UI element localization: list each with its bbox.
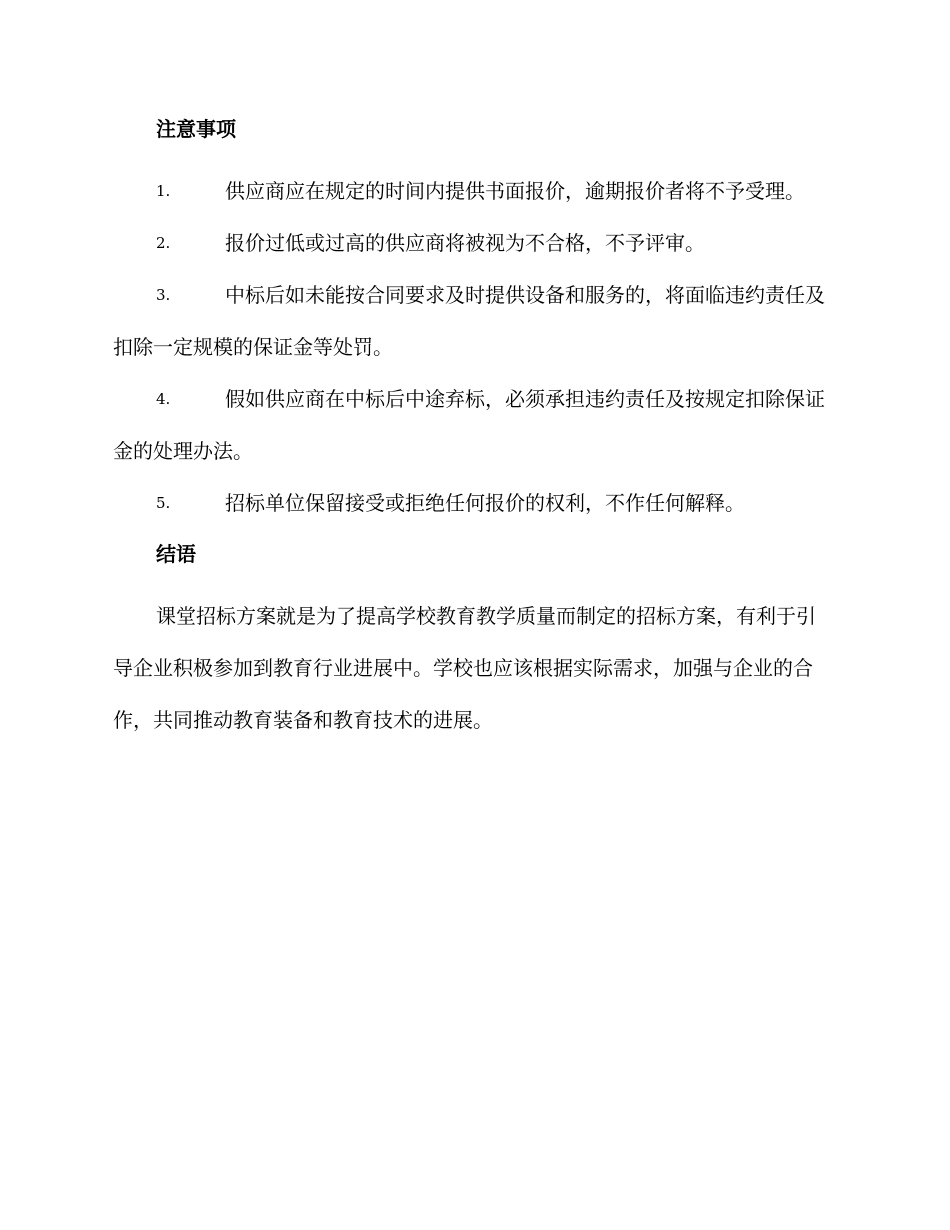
list-item-text: 报价过低或过高的供应商将被视为不合格，不予评审。: [225, 231, 705, 255]
list-item-text: 供应商应在规定的时间内提供书面报价，逾期报价者将不予受理。: [225, 179, 805, 203]
notes-list: [113, 165, 835, 529]
list-item: [113, 477, 835, 529]
conclusion-paragraph: 课堂招标方案就是为了提高学校教育教学质量而制定的招标方案，有利于引导企业积极参加到教育行业进展中。学校也应该根据实际需求，加强与企业的合作，共同推动教育装备和教育技术的进展。: [113, 604, 816, 732]
list-item: [113, 269, 835, 373]
list-item: [113, 373, 835, 477]
list-item-number: 4.: [156, 390, 171, 408]
notes-heading: 注意事项: [156, 117, 236, 141]
list-item-number: 1.: [156, 182, 171, 200]
list-item-text: 招标单位保留接受或拒绝任何报价的权利，不作任何解释。: [225, 491, 745, 515]
conclusion-heading: 结语: [156, 542, 196, 566]
list-item-text: 假如供应商在中标后中途弃标，必须承担违约责任及按规定扣除保证金的处理办法。: [113, 387, 825, 463]
list-item-number: 2.: [156, 234, 171, 252]
list-item: [113, 165, 835, 217]
list-item-number: 3.: [156, 286, 171, 304]
list-item-number: 5.: [156, 494, 171, 512]
document-page: [113, 112, 835, 746]
list-item-text: 中标后如未能按合同要求及时提供设备和服务的，将面临违约责任及扣除一定规模的保证金等处罚。: [113, 283, 825, 359]
list-item: [113, 217, 835, 269]
